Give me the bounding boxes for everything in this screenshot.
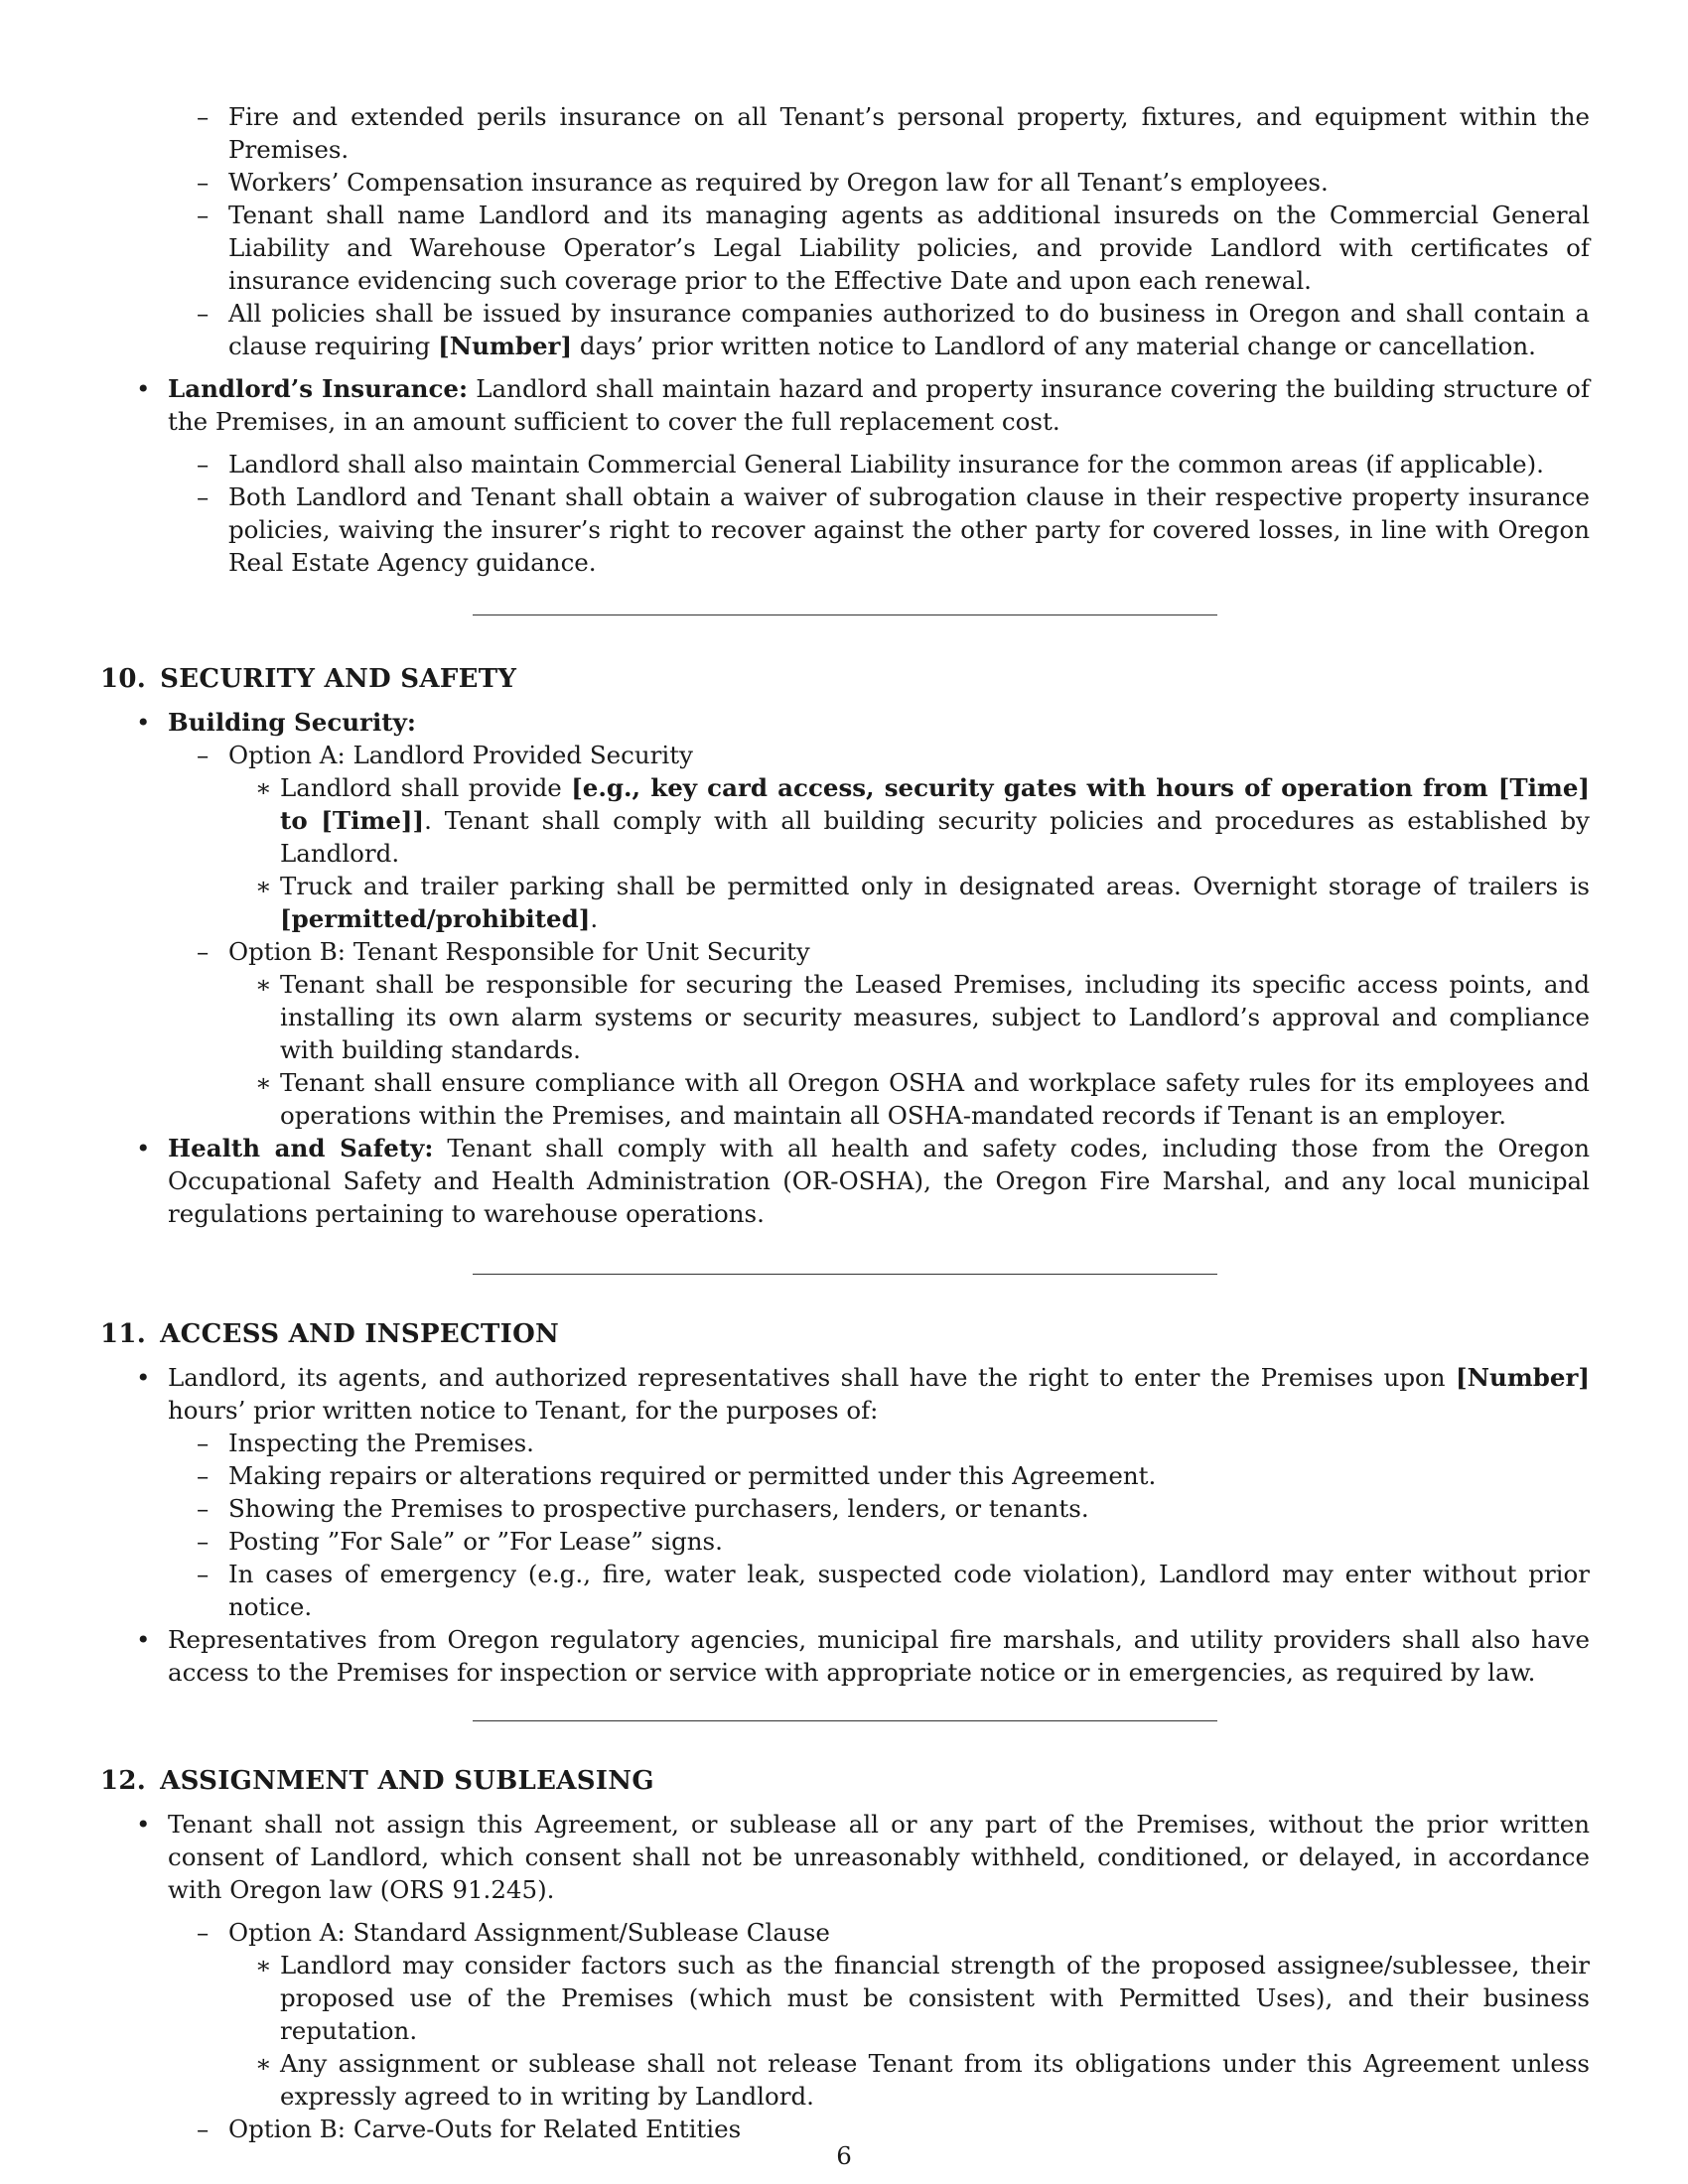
list-item: – Workers’ Compensation insurance as required by Oregon law for all Tenant’s employees. <box>100 166 1590 199</box>
list-item: • Representatives from Oregon regulatory agencies, municipal fire marshals, and utility providers shall also have access to the Premises for inspection or service with appropriate notice or in emergencies, as required by law. <box>100 1623 1590 1689</box>
list-item: – In cases of emergency (e.g., fire, water leak, suspected code violation), Landlord may enter without prior notice. <box>168 1558 1590 1623</box>
list-item: • Landlord’s Insurance: Landlord shall maintain hazard and property insurance covering the building structure of the Premises, in an amount sufficient to cover the full replacement cost. – Landlord shall also maintain Commercial General Liability insurance for the common areas (if applicable). – Both Landlord and Tenant shall obtain a waiver of subrogation clause in their respective property insurance policies, waiving the insurer’s right to recover against the other party for covered losses, in line with Oregon Real Estate Agency guidance. <box>100 372 1590 579</box>
list-item: ∗ Tenant shall be responsible for securing the Leased Premises, including its specific access points, and installing its own alarm systems or security measures, subject to Landlord’s approval and compliance with building standards. <box>228 968 1590 1066</box>
list-item: – Option B: Carve-Outs for Related Entities <box>168 2113 1590 2145</box>
section-heading-12: 12. ASSIGNMENT AND SUBLEASING <box>100 1766 654 1796</box>
access-list <box>100 1361 1590 1689</box>
section-heading-10: 10. SECURITY AND SAFETY <box>100 664 517 694</box>
list-item: • Health and Safety: Tenant shall comply with all health and safety codes, including those from the Oregon Occupational Safety and Health Administration (OR-OSHA), the Oregon Fire Marshal, and any local municipal regulations pertaining to warehouse operations. <box>100 1132 1590 1230</box>
health-safety-label: Health and Safety: <box>168 1134 434 1162</box>
landlord-insurance-list <box>100 372 1590 579</box>
list-item: – Inspecting the Premises. <box>168 1427 1590 1459</box>
section-divider <box>473 614 1217 615</box>
list-item: ∗ Tenant shall ensure compliance with all Oregon OSHA and workplace safety rules for its employees and operations within the Premises, and maintain all OSHA-mandated records if Tenant is an employer. <box>228 1066 1590 1132</box>
landlord-insurance-sublist <box>168 448 1590 579</box>
assignment-list <box>100 1808 1590 2145</box>
section-heading-11: 11. ACCESS AND INSPECTION <box>100 1319 560 1349</box>
list-item <box>100 706 1590 1132</box>
list-item: – Posting ”For Sale” or ”For Lease” signs. <box>168 1525 1590 1558</box>
list-item: – Option A: Landlord Provided Security ∗ Landlord shall provide [e.g., key card access, security gates with hours of operation from [Time] to [Time]]. Tenant shall comply with all building security policies and procedures as established by Landlord. ∗ Truck and trailer parking shall be permitted only in designated areas. Overnight storage of trailers is [permitted/prohibited]. <box>168 739 1590 935</box>
assignment-options <box>168 1916 1590 2145</box>
document-page <box>100 100 1590 2145</box>
list-item: – Making repairs or alterations required or permitted under this Agreement. <box>168 1459 1590 1492</box>
assignment-option-a-items <box>228 1949 1590 2113</box>
list-item: ∗ Truck and trailer parking shall be permitted only in designated areas. Overnight storage of trailers is [permitted/prohibited]. <box>228 870 1590 935</box>
option-b-items <box>228 968 1590 1132</box>
list-item: – Option B: Tenant Responsible for Unit Security ∗ Tenant shall be responsible for securing the Leased Premises, including its specific access points, and installing its own alarm systems or security measures, subject to Landlord’s approval and compliance with building standards. ∗ Tenant shall ensure compliance with all Oregon OSHA and workplace safety rules for its employees and operations within the Premises, and maintain all OSHA-mandated records if Tenant is an employer. <box>168 935 1590 1132</box>
list-item: – Showing the Premises to prospective purchasers, lenders, or tenants. <box>168 1492 1590 1525</box>
list-item: – Option A: Standard Assignment/Sublease Clause ∗ Landlord may consider factors such as the financial strength of the proposed assignee/sublessee, their proposed use of the Premises (which must be consistent with Permitted Uses), and their business reputation. ∗ Any assignment or sublease shall not release Tenant from its obligations under this Agreement unless expressly agreed to in writing by Landlord. <box>168 1916 1590 2113</box>
list-item: – Tenant shall name Landlord and its managing agents as additional insureds on the Commercial General Liability and Warehouse Operator’s Legal Liability policies, and provide Landlord with certificates of insurance evidencing such coverage prior to the Effective Date and upon each renewal. <box>100 199 1590 297</box>
list-item: – Fire and extended perils insurance on all Tenant’s personal property, fixtures, and equipment within the Premises. <box>100 100 1590 166</box>
page-number: 6 <box>836 2141 852 2170</box>
list-item: – Landlord shall also maintain Commercial General Liability insurance for the common areas (if applicable). <box>168 448 1590 480</box>
option-a-items <box>228 771 1590 935</box>
list-item: ∗ Landlord may consider factors such as the financial strength of the proposed assignee/sublessee, their proposed use of the Premises (which must be consistent with Permitted Uses), and their business reputation. <box>228 1949 1590 2047</box>
security-list <box>100 706 1590 1230</box>
access-purposes <box>168 1427 1590 1623</box>
list-item: ∗ Landlord shall provide [e.g., key card access, security gates with hours of operation from [Time] to [Time]]. Tenant shall comply with all building security policies and procedures as established by Landlord. <box>228 771 1590 870</box>
list-item: – All policies shall be issued by insurance companies authorized to do business in Oregon and shall contain a clause requiring [Number] days’ prior written notice to Landlord of any material change or cancellation. <box>100 297 1590 362</box>
section-divider <box>473 1274 1217 1275</box>
building-security-label: Building Security: <box>168 708 416 737</box>
landlord-insurance-label: Landlord’s Insurance: <box>168 374 469 403</box>
tenant-insurance-list <box>100 100 1590 362</box>
section-divider <box>473 1720 1217 1721</box>
list-item: ∗ Any assignment or sublease shall not release Tenant from its obligations under this Agreement unless expressly agreed to in writing by Landlord. <box>228 2047 1590 2113</box>
list-item: • Landlord, its agents, and authorized representatives shall have the right to enter the Premises upon [Number] hours’ prior written notice to Tenant, for the purposes of: – Inspecting the Premises. – Making repairs or alterations required or permitted under this Agreement. – Showing the Premises to prospective purchasers, lenders, or tenants. – Posting ”For Sale” or ”For Lease” signs. – In cases of emergency (e.g., fire, water leak, suspected code violation), Landlord may enter without prior notice. <box>100 1361 1590 1623</box>
security-options <box>168 739 1590 1132</box>
list-item: • Tenant shall not assign this Agreement, or sublease all or any part of the Premises, without the prior written consent of Landlord, which consent shall not be unreasonably withheld, conditioned, or delayed, in accordance with Oregon law (ORS 91.245). – Option A: Standard Assignment/Sublease Clause ∗ Landlord may consider factors such as the financial strength of the proposed assignee/sublessee, their proposed use of the Premises (which must be consistent with Permitted Uses), and their business reputation. ∗ Any assignment or sublease shall not release Tenant from its obligations under this Agreement unless expressly agreed to in writing by Landlord. – Option B: Carve-Outs for Related Entities <box>100 1808 1590 2145</box>
list-item: – Both Landlord and Tenant shall obtain a waiver of subrogation clause in their respective property insurance policies, waiving the insurer’s right to recover against the other party for covered losses, in line with Oregon Real Estate Agency guidance. <box>168 480 1590 579</box>
